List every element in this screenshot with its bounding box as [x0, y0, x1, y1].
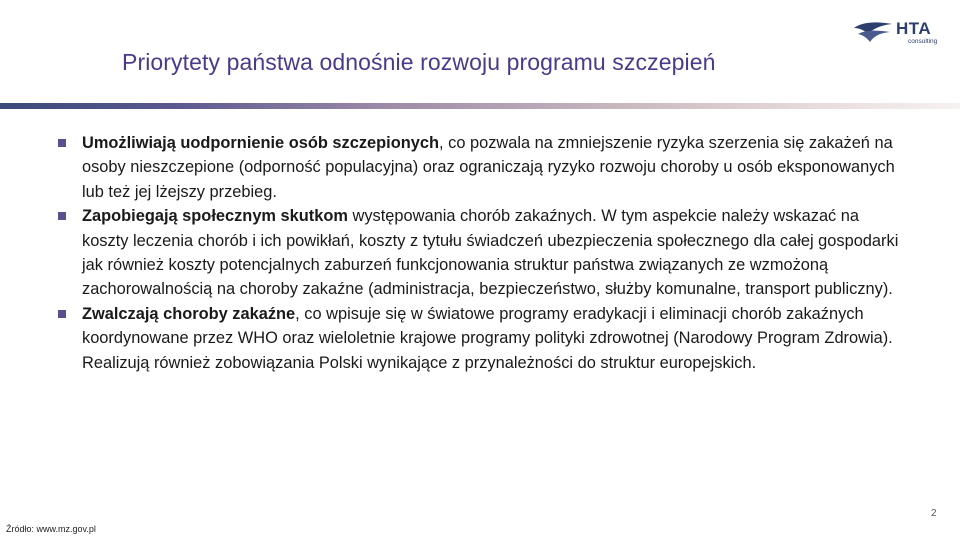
bullet-text: występowania chorób zakaźnych. W tym aspekcie należy wskazać na koszty leczenia chorób i ich powikłań, koszty z tytułu świadczeń ubezpieczenia społecznego dla całej gospodarki jak również koszty potencjalnych zaburzeń funkcjonowania struktur państwa związanych ze wzmożoną zachorowalnością na choroby zakaźne (administracja, bezpieczeństwo, służby komunalne, transport publiczny).	[82, 207, 899, 299]
bullet-bold-text: Umożliwiają uodpornienie osób szczepionych	[82, 134, 440, 152]
bullet-list	[56, 131, 906, 375]
slide-title: Priorytety państwa odnośnie rozwoju programu szczepień	[122, 49, 716, 75]
bullet-item	[56, 302, 906, 375]
bullet-bold-text: Zapobiegają społecznym skutkom	[82, 207, 348, 226]
bullet-text: , co pozwala na zmniejszenie ryzyka szerzenia się zakażeń na osoby nieszczepione (odporność populacyjna) oraz ograniczają ryzyko rozwoju choroby u osób eksponowanych lub też jej lżejszy przebieg.	[82, 134, 895, 201]
logo-sub-text: consulting	[908, 38, 938, 45]
page-number: 2	[931, 508, 937, 519]
header-divider	[0, 103, 960, 109]
source-note: Źródło: www.mz.gov.pl	[6, 524, 96, 534]
hta-consulting-logo	[852, 18, 942, 48]
bullet-item	[56, 131, 906, 204]
bullet-bold-text: Zwalczają choroby zakaźne	[82, 304, 296, 323]
bullet-square-icon	[58, 139, 66, 147]
bullet-square-icon	[58, 310, 66, 318]
bullet-text: , co wpisuje się w światowe programy eradykacji i eliminacji chorób zakaźnych koordynowane przez WHO oraz wieloletnie krajowe programy polityki zdrowotnej (Narodowy Program Zdrowia). Realizują również zobowiązania Polski wynikające z przynależności do struktur europejskich.	[82, 304, 893, 372]
bullet-item	[56, 204, 906, 302]
logo-wave-icon	[852, 20, 894, 46]
logo-brand-text: HTA	[896, 19, 932, 38]
bullet-square-icon	[58, 212, 66, 220]
